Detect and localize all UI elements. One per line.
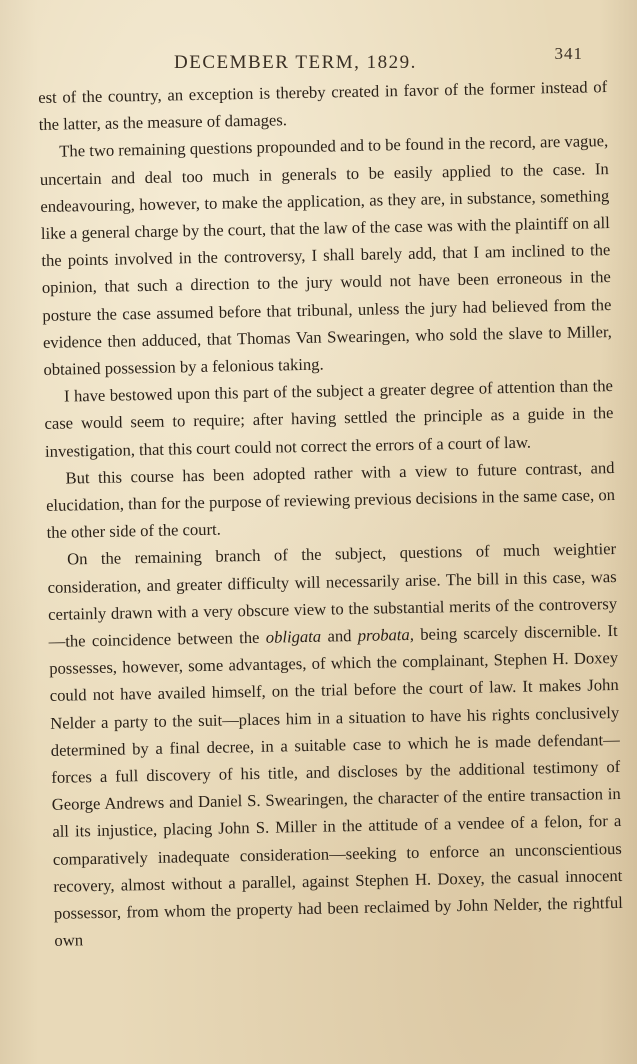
- paragraph-5-part-b: and: [320, 626, 358, 646]
- paragraph-5-part-a: On the remaining branch of the subject, questions of much weightier consideration, and greater difficulty will necessarily arise. The bill in this case, was certainly drawn with a very obscure view to the substantial merits of the controversy—the coincidence between the: [47, 539, 618, 651]
- paragraph-2: The two remaining questions propounded and to be found in the record, are vague, uncertain and deal too much in generals to be easily applied to the case. In endeavouring, however, to make the application, as they are, in substance, something like a general charge by the court, that the law of the case was with the plaintiff on all the points involved in the controversy, I shall barely add, that I am inclined to the opinion, that such a direction to the jury would not have been erroneous in the posture the case assumed before that tribunal, unless the jury had believed from the evidence then adduced, that Thomas Van Swearingen, who sold the slave to Miller, obtained possession by a felonious taking.: [39, 131, 613, 379]
- paragraph-5: [47, 535, 624, 954]
- italic-probata: probata,: [357, 624, 415, 646]
- italic-obligata: obligata: [265, 626, 322, 647]
- paragraph-1: est of the country, an exception is thereby created in favor of the former instead of the latter, as the measure of damages.: [38, 77, 608, 135]
- page-number: 341: [554, 44, 583, 63]
- paragraph-3: I have bestowed upon this part of the subject a greater degree of attention than the case would seem to require; after having settled the principle as a guide in the investigation, that this court could not correct the errors of a court of law.: [44, 376, 614, 461]
- running-title: DECEMBER TERM, 1829.: [174, 52, 417, 73]
- paragraph-4: But this course has been adopted rather with a view to future contrast, and elucidation, than for the purpose of reviewing previous decisions in the same case, on the other side of the court.: [45, 457, 616, 543]
- paragraph-5-part-c: being scarcely discernible. It possesses, however, some advantages, of which the complainant, Stephen H. Doxey could not have availed himself, on the trial before the court of law. It makes John Nelder a party to the suit—places him in a situation to have his rights conclusively determined by a final decree, in a suitable case to which he is made defendant—forces a full discovery of his title, and discloses by the additional testimony of George Andrews and Daniel S. Swearingen, the character of the entire transaction in all its injustice, placing John S. Miller in the attitude of a vendee of a felon, for a comparatively inadequate consideration—seeking to enforce an unconscientious recovery, almost without a parallel, against Stephen H. Doxey, the casual innocent possessor, from whom the property had been reclaimed by John Nelder, the rightful own: [49, 621, 624, 951]
- body-text: [38, 73, 624, 954]
